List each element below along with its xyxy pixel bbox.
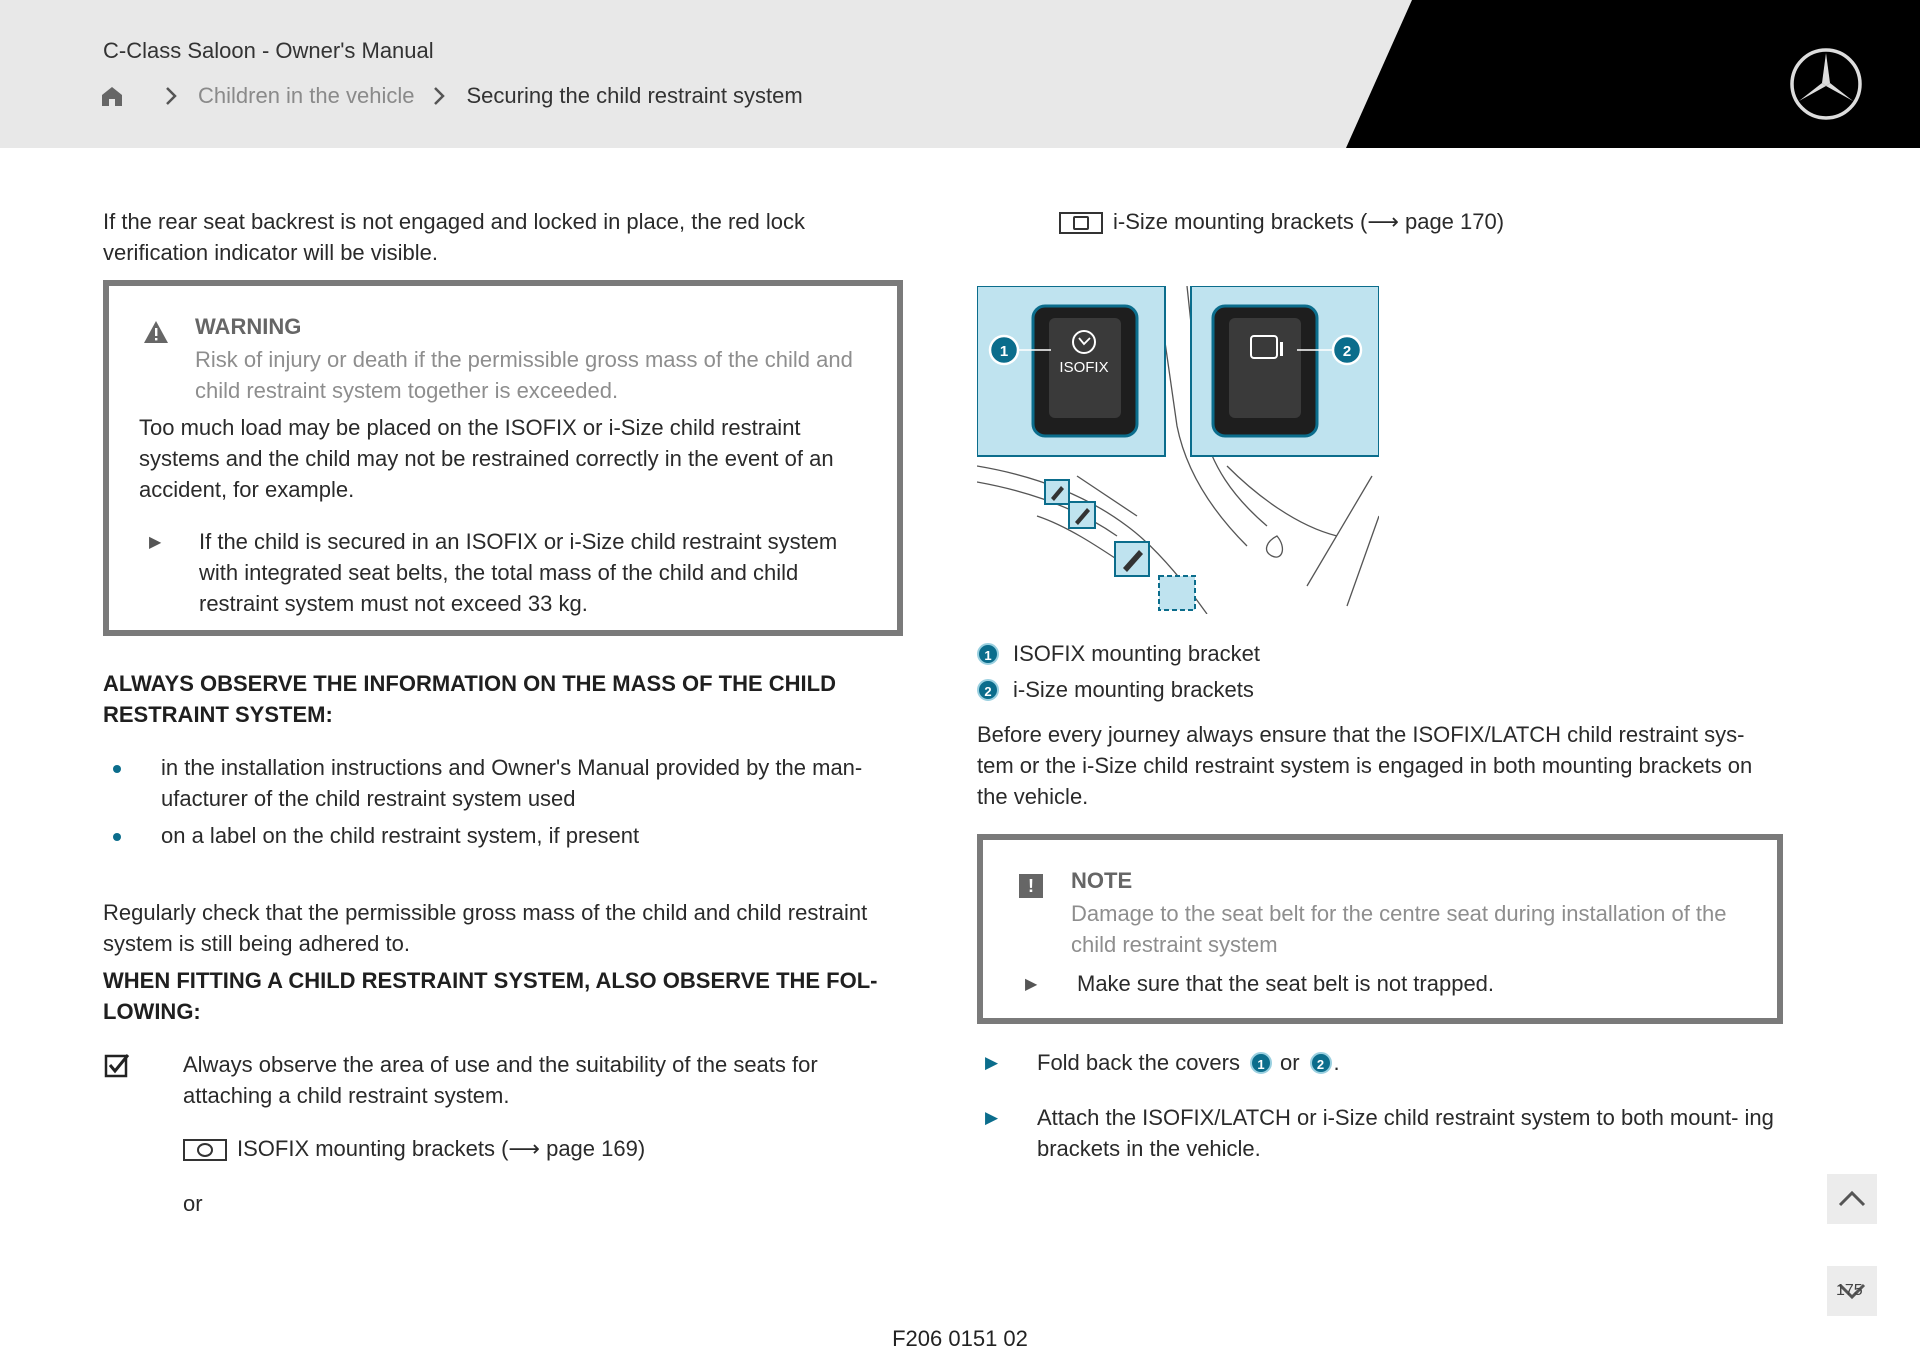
warning-heading: WARNING <box>195 314 302 339</box>
legend-label: i-Size mounting brackets <box>1013 677 1254 702</box>
page-header <box>0 0 1920 148</box>
callout-badge-icon: 2 <box>977 679 999 701</box>
page-number: 175 <box>1836 1282 1863 1299</box>
bracket-diagram <box>977 286 1379 614</box>
figure-code: F206 0151 02 <box>892 1326 1028 1351</box>
step-fold-covers: Fold back the covers 1 or 2 . <box>1037 1050 1340 1075</box>
mercedes-star-logo <box>1788 46 1864 122</box>
regular-check-text: Regularly check that the permissible gross mass of the child and child restraint system is still being adhered to. <box>103 900 868 956</box>
legend-item-2 <box>977 674 1254 705</box>
home-icon[interactable] <box>100 84 124 108</box>
chevron-up-icon <box>1837 1189 1867 1209</box>
breadcrumb <box>100 80 803 112</box>
warning-subtitle: Risk of injury or death if the permissible gross mass of the child and child restraint system together is exceeded. <box>195 347 853 403</box>
note-box <box>977 834 1783 1024</box>
step-arrow-icon: ▶ <box>985 1053 999 1072</box>
callout-badge-icon: 1 <box>977 643 999 665</box>
chevron-right-icon <box>164 85 178 107</box>
callout-badge-icon: 2 <box>1310 1052 1332 1074</box>
before-journey-text: Before every journey always ensure that the ISOFIX/LATCH child restraint sys- tem or the i-Size child restraint system is engaged in both mounting brackets on the vehicle. <box>977 722 1753 809</box>
step-attach: Attach the ISOFIX/LATCH or i-Size child restraint system to both mount- ing brackets in the vehicle. <box>1037 1105 1774 1161</box>
isize-ref-line <box>1059 206 1759 237</box>
mass-info-list <box>103 752 913 857</box>
isize-symbol-icon <box>1059 212 1103 234</box>
callout-1: 1 <box>999 343 1009 360</box>
legend-label: ISOFIX mounting bracket <box>1013 641 1260 666</box>
or-text: or <box>183 1191 203 1216</box>
breadcrumb-children[interactable]: Children in the vehicle <box>198 83 415 108</box>
bullet-dot-icon <box>113 765 121 773</box>
intro-text: If the rear seat backrest is not engaged and locked in place, the red lock verification indicator will be visible. <box>103 209 805 265</box>
callout-badge-icon: 1 <box>1250 1052 1272 1074</box>
scroll-up-button[interactable] <box>1827 1174 1877 1224</box>
step-arrow-icon: ▶ <box>1025 976 1038 993</box>
chevron-right-icon <box>432 85 446 107</box>
list-item: on a label on the child restraint system, if present <box>103 820 913 851</box>
list-item: in the installation instructions and Owner's Manual provided by the man- ufacturer of the child restraint system used <box>103 752 913 814</box>
isofix-symbol-icon <box>183 1139 227 1161</box>
note-subtitle: Damage to the seat belt for the centre seat during installation of the child restraint system <box>1071 901 1727 957</box>
bullet-dot-icon <box>113 833 121 841</box>
warning-box <box>103 280 903 636</box>
isize-ref-link[interactable]: i-Size mounting brackets (⟶ page 170) <box>1113 209 1505 234</box>
isofix-ref-link[interactable]: ISOFIX mounting brackets (⟶ page 169) <box>237 1136 646 1161</box>
step-arrow-icon: ▶ <box>985 1108 999 1127</box>
mounting-brackets-illustration <box>977 286 1379 614</box>
check-item-text: Always observe the area of use and the suitability of the seats for attaching a child restraint system. <box>183 1052 818 1108</box>
breadcrumb-current: Securing the child restraint system <box>466 83 803 108</box>
warning-triangle-icon <box>143 320 169 344</box>
warning-body: Too much load may be placed on the ISOFIX or i-Size child restraint systems and the child may not be restrained correctly in the event of an accident, for example. <box>139 415 834 502</box>
step-arrow-icon: ▶ <box>149 534 162 551</box>
note-heading: NOTE <box>1071 868 1133 893</box>
callout-2: 2 <box>1342 343 1352 360</box>
isofix-ref-line <box>183 1133 903 1164</box>
note-exclamation-icon: ! <box>1019 874 1043 898</box>
manual-title: C-Class Saloon - Owner's Manual <box>103 38 434 63</box>
legend-item-1 <box>977 638 1260 669</box>
mass-heading: ALWAYS OBSERVE THE INFORMATION ON THE MASS OF THE CHILD RESTRAINT SYSTEM: <box>103 671 836 727</box>
note-step: Make sure that the seat belt is not trapped. <box>1077 971 1495 996</box>
isofix-label: ISOFIX <box>1059 359 1109 376</box>
checkbox-icon <box>104 1052 130 1078</box>
warning-step: If the child is secured in an ISOFIX or i-Size child restraint system with integrated seat belts, the total mass of the child and child restraint system must not exceed 33 kg. <box>199 529 838 616</box>
fitting-heading: WHEN FITTING A CHILD RESTRAINT SYSTEM, ALSO OBSERVE THE FOL- LOWING: <box>103 968 878 1024</box>
